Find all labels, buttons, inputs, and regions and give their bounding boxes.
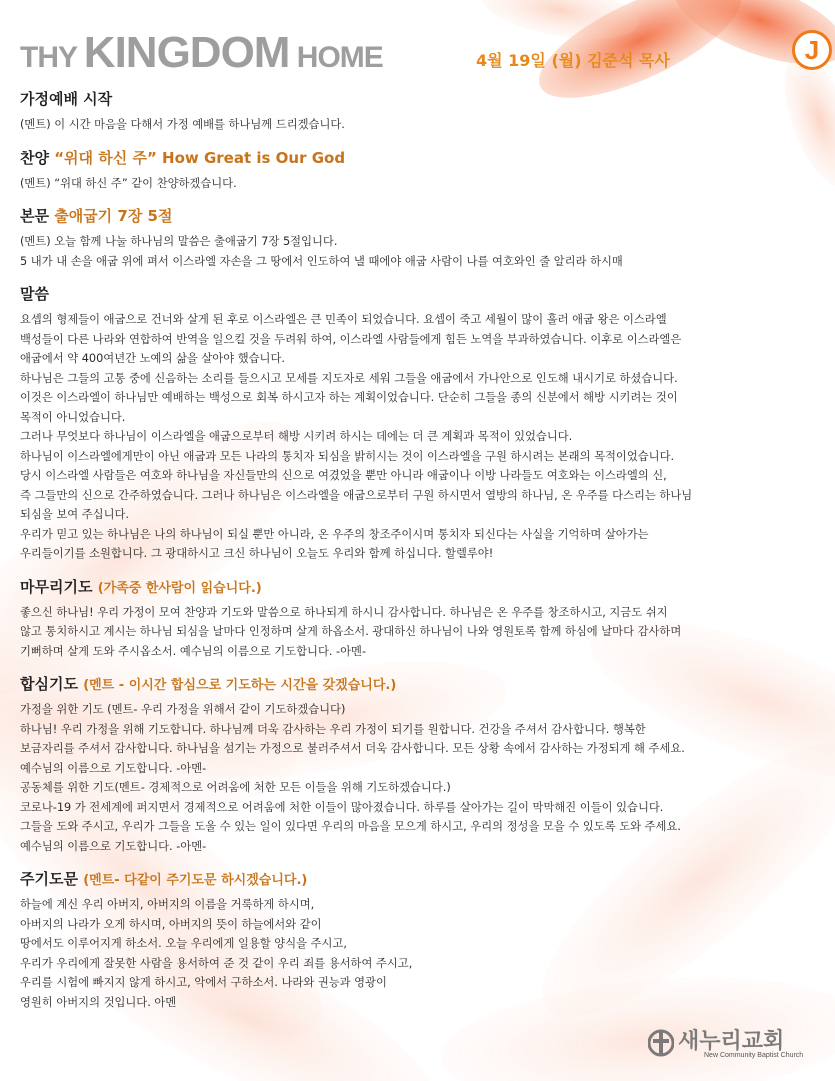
text-line: 우리를 시험에 빠지지 않게 하시고, 악에서 구하소서. 나라와 권능과 영광이 (20, 976, 387, 989)
church-cross-icon (648, 1028, 674, 1058)
section-heading: 말씀 (20, 285, 49, 303)
text-line: 애굽에서 약 400여년간 노예의 삶을 살아야 했습니다. (20, 352, 285, 365)
lines-lords-prayer (20, 895, 828, 1012)
lines-scripture (20, 232, 828, 271)
heading-note: (가족중 한사람이 읽습니다.) (97, 580, 262, 596)
text-line: 그러나 무엇보다 하나님이 이스라엘을 애굽으로부터 해방 시키려 하시는 데에는 더 큰 계획과 목적이 있었습니다. (20, 430, 573, 443)
church-logo (648, 1024, 823, 1070)
section-scripture (20, 205, 828, 271)
text-line: 5 내가 내 손을 애굽 위에 펴서 이스라엘 자손을 그 땅에서 인도하여 낼 때에야 애굽 사람이 나를 여호와인 줄 알리라 하시매 (20, 254, 623, 268)
text-line: 하나님! 우리 가정을 위해 기도합니다. 하나님께 더욱 감사하는 우리 가정이 되기를 원합니다. 건강을 주셔서 감사합니다. 행복한 (20, 722, 646, 736)
page-header (20, 24, 820, 77)
lines-closing-prayer (20, 603, 828, 662)
lines-opening (20, 115, 828, 135)
section-closing-prayer (20, 576, 828, 662)
section-heading (20, 868, 828, 889)
text-line: 당시 이스라엘 사람들은 여호와 하나님을 자신들만의 신으로 여겼었을 뿐만 아니라 애굽이나 이방 나라들도 여호와는 이스라엘의 신, (20, 469, 667, 482)
text-line: 하나님은 그들의 고통 중에 신음하는 소리를 들으시고 모세를 지도자로 세워 그들을 애굽에서 가나안으로 인도해 내시기로 하셨습니다. (20, 371, 678, 385)
section-united-prayer (20, 673, 828, 856)
heading-label: 본문 (20, 207, 55, 225)
section-sermon (20, 283, 828, 564)
text-line: 땅에서도 이루어지게 하소서. 오늘 우리에게 일용할 양식을 주시고, (20, 937, 347, 950)
text-line: 되심을 보여 주십니다. (20, 508, 129, 521)
text-line: 영원히 아버지의 것입니다. 아멘 (20, 995, 177, 1009)
section-heading (20, 147, 828, 168)
church-name: 새누리교회 (678, 1029, 785, 1054)
scripture-reference: 출애굽기 7장 5절 (54, 207, 173, 225)
section-heading: 가정예배 시작 (20, 90, 113, 108)
text-line: (멘트) “위대 하신 주” 같이 찬양하겠습니다. (20, 176, 237, 190)
church-name-english: New Community Baptist Church (704, 1052, 804, 1059)
text-line: 예수님의 이름으로 기도합니다. -아멘- (20, 761, 207, 775)
section-hymn (20, 147, 828, 194)
text-line: 우리들이기를 소원합니다. 그 광대하시고 크신 하나님이 오늘도 우리와 함께 하십니다. 할렐루야! (20, 547, 494, 560)
text-line: 하나님이 이스라엘에게만이 아닌 애굽과 모든 나라의 통치자 되심을 밝히시는 것이 이스라엘을 구원 하시려는 본래의 목적이었습니다. (20, 449, 675, 463)
text-line: 우리가 우리에게 잘못한 사람을 용서하여 준 것 같이 우리 죄를 용서하여 주시고, (20, 956, 413, 970)
lines-sermon (20, 310, 828, 564)
section-lords-prayer (20, 868, 828, 1012)
lines-hymn (20, 174, 828, 194)
hymn-title: “위대 하신 주” How Great is Our God (54, 148, 346, 167)
heading-label: 마무리기도 (20, 577, 98, 596)
text-line: 아버지의 나라가 오게 하시며, 아버지의 뜻이 하늘에서와 같이 (20, 917, 322, 931)
section-opening (20, 88, 828, 135)
title-part-thy: THY (20, 41, 84, 74)
text-line: 않고 통치하시고 계시는 하나님 되심을 날마다 인정하며 살게 하옵소서. 광대하신 하나님이 나와 영원토록 함께 하심에 날마다 감사하며 (20, 625, 682, 638)
text-line: 가정을 위한 기도 (멘트- 우리 가정을 위해서 같이 기도하겠습니다) (20, 703, 346, 716)
text-line: (멘트) 오늘 함께 나눌 하나님의 말씀은 출애굽기 7장 5절입니다. (20, 235, 338, 248)
text-line: 우리가 믿고 있는 하나님은 나의 하나님이 되실 뿐만 아니라, 온 우주의 창조주이시며 통치자 되신다는 사실을 기억하며 살아가는 (20, 527, 649, 541)
heading-note: (멘트- 다같이 주기도문 하시겠습니다.) (83, 873, 308, 888)
text-line: 공동체를 위한 기도(멘트- 경제적으로 어려움에 처한 모든 이들을 위해 기도하겠습니다.) (20, 781, 451, 794)
date-author: 4월 19일 (월) 김준석 목사 (476, 51, 670, 70)
text-line: 기뻐하며 살게 도와 주시옵소서. 예수님의 이름으로 기도합니다. -아멘- (20, 644, 367, 658)
text-line: 그들을 도와 주시고, 우리가 그들을 도울 수 있는 일이 있다면 우리의 마음을 모으게 하시고, 우리의 정성을 모을 수 있도록 도와 주세요. (20, 820, 681, 833)
lines-united-prayer (20, 700, 828, 856)
page-title (20, 28, 383, 78)
text-line: 요셉의 형제들이 애굽으로 건너와 살게 된 후로 이스라엘은 큰 민족이 되었습니다. 요셉이 죽고 세월이 많이 흘러 애굽 왕은 이스라엘 (20, 313, 667, 326)
text-line: (멘트) 이 시간 마음을 다해서 가정 예배를 하나님께 드리겠습니다. (20, 118, 345, 131)
text-line: 백성들이 다른 나라와 연합하여 반역을 일으킬 것을 두려워 하여, 이스라엘 사람들에게 힘든 노역을 부과하였습니다. 이후로 이스라엘은 (20, 332, 682, 346)
text-line: 예수님의 이름으로 기도합니다. -아멘- (20, 839, 207, 853)
text-line: 하늘에 계신 우리 아버지, 아버지의 이름을 거룩하게 하시며, (20, 898, 315, 911)
heading-note: (멘트 - 이시간 합심으로 기도하는 시간을 갖겠습니다.) (83, 678, 397, 693)
section-heading (20, 673, 828, 694)
text-line: 즉 그들만의 신으로 간주하였습니다. 그러나 하나님은 이스라엘을 애굽으로부터 구원 하시면서 열방의 하나님, 온 우주를 다스리는 하나님 (20, 488, 693, 502)
main-content (20, 88, 828, 1024)
j-logo-icon: J (792, 30, 832, 70)
text-line: 이것은 이스라엘이 하나님만 예배하는 백성으로 회복 하시고자 하는 계획이었습니다. 단순히 그들을 종의 신분에서 해방 시키려는 것이 (20, 391, 678, 404)
text-line: 좋으신 하나님! 우리 가정이 모여 찬양과 기도와 말씀으로 하나되게 하시니 감사합니다. 하나님은 온 우주를 창조하시고, 지금도 쉬지 (20, 605, 668, 619)
text-line: 보금자리를 주셔서 감사합니다. 하나님을 섬기는 가정으로 불러주셔서 더욱 감사합니다. 모든 상황 속에서 감사하는 가정되게 해 주세요. (20, 742, 685, 755)
title-part-home: HOME (289, 41, 383, 74)
title-part-kingdom: KINGDOM (83, 28, 290, 77)
text-line: 코로나-19 가 전세계에 퍼지면서 경제적으로 어려움에 처한 이들이 많아졌습니다. 하루를 살아가는 길이 막막해진 이들이 있습니다. (20, 800, 664, 814)
section-heading (20, 205, 828, 226)
section-heading (20, 576, 828, 597)
heading-label: 찬양 (20, 148, 55, 167)
text-line: 목적이 아니었습니다. (20, 410, 126, 424)
heading-label: 주기도문 (20, 870, 84, 888)
heading-label: 합심기도 (20, 675, 84, 693)
